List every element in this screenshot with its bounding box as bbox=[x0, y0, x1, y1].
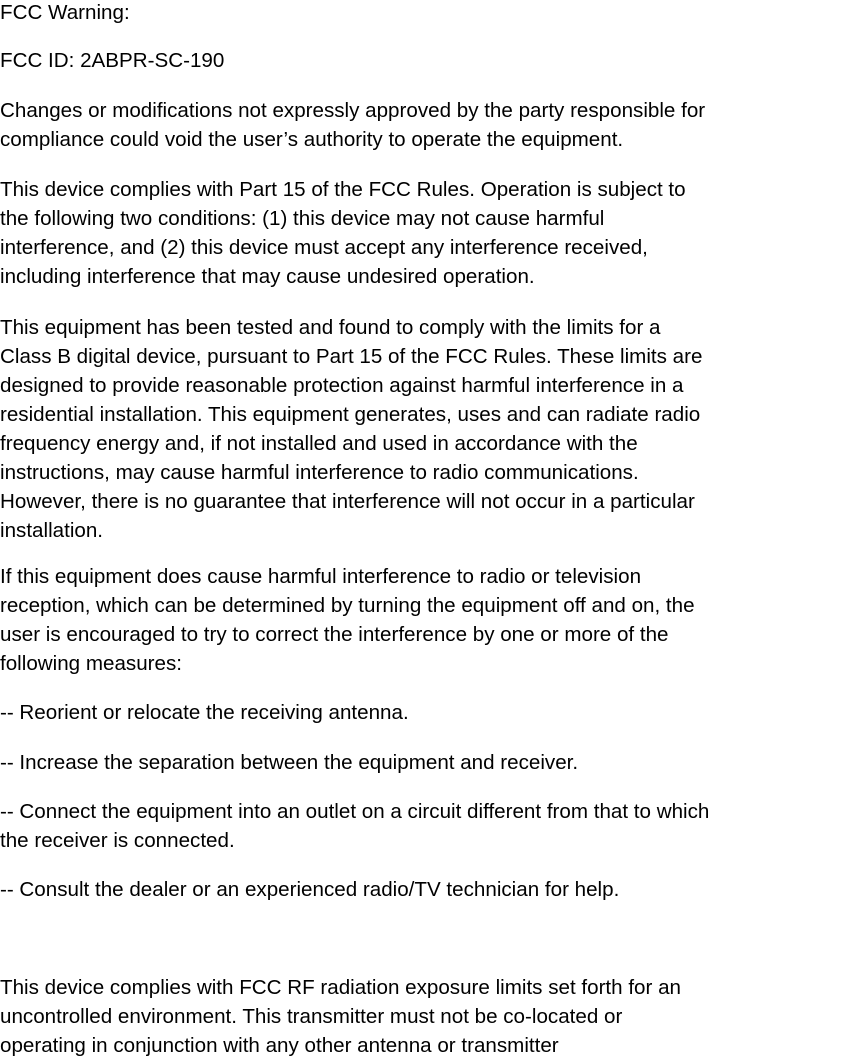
paragraph-line: frequency energy and, if not installed and used in accordance with the bbox=[0, 432, 638, 455]
paragraph-line: instructions, may cause harmful interference to radio communications. bbox=[0, 461, 639, 484]
class-b-paragraph bbox=[0, 313, 702, 545]
measure-different-outlet bbox=[0, 797, 709, 855]
paragraph-line: following measures: bbox=[0, 652, 182, 675]
measure-increase-separation: -- Increase the separation between the equipment and receiver. bbox=[0, 751, 579, 774]
paragraph-line: uncontrolled environment. This transmitter must not be co-located or bbox=[0, 1005, 623, 1028]
paragraph-line: If this equipment does cause harmful interference to radio or television bbox=[0, 565, 642, 588]
rf-exposure-paragraph bbox=[0, 973, 681, 1060]
paragraph-line: the receiver is connected. bbox=[0, 829, 235, 852]
measure-consult-dealer: -- Consult the dealer or an experienced radio/TV technician for help. bbox=[0, 878, 620, 901]
fcc-id-line: FCC ID: 2ABPR-SC-190 bbox=[0, 49, 225, 72]
paragraph-line: However, there is no guarantee that interference will not occur in a particular bbox=[0, 490, 695, 513]
paragraph-line: residential installation. This equipment generates, uses and can radiate radio bbox=[0, 403, 701, 426]
paragraph-line: user is encouraged to try to correct the interference by one or more of the bbox=[0, 623, 669, 646]
paragraph-line: This device complies with Part 15 of the FCC Rules. Operation is subject to bbox=[0, 178, 686, 201]
paragraph-line: the following two conditions: (1) this device may not cause harmful bbox=[0, 207, 605, 230]
measure-reorient: -- Reorient or relocate the receiving antenna. bbox=[0, 701, 409, 724]
paragraph-line: Changes or modifications not expressly approved by the party responsible for bbox=[0, 99, 706, 122]
paragraph-line: Class B digital device, pursuant to Part 15 of the FCC Rules. These limits are bbox=[0, 345, 703, 368]
paragraph-line: interference, and (2) this device must accept any interference received, bbox=[0, 236, 648, 259]
paragraph-line: This device complies with FCC RF radiation exposure limits set forth for an bbox=[0, 976, 681, 999]
changes-paragraph bbox=[0, 96, 705, 154]
paragraph-line: -- Connect the equipment into an outlet on a circuit different from that to which bbox=[0, 800, 710, 823]
paragraph-line: including interference that may cause undesired operation. bbox=[0, 265, 535, 288]
interference-measures-intro bbox=[0, 562, 695, 678]
paragraph-line: reception, which can be determined by turning the equipment off and on, the bbox=[0, 594, 695, 617]
paragraph-line: This equipment has been tested and found to comply with the limits for a bbox=[0, 316, 661, 339]
paragraph-line: designed to provide reasonable protection against harmful interference in a bbox=[0, 374, 684, 397]
paragraph-line: compliance could void the user’s authority to operate the equipment. bbox=[0, 128, 624, 151]
paragraph-line: installation. bbox=[0, 519, 104, 542]
paragraph-line: operating in conjunction with any other antenna or transmitter bbox=[0, 1034, 559, 1057]
warning-heading: FCC Warning: bbox=[0, 1, 130, 24]
part15-conditions-paragraph bbox=[0, 175, 686, 291]
